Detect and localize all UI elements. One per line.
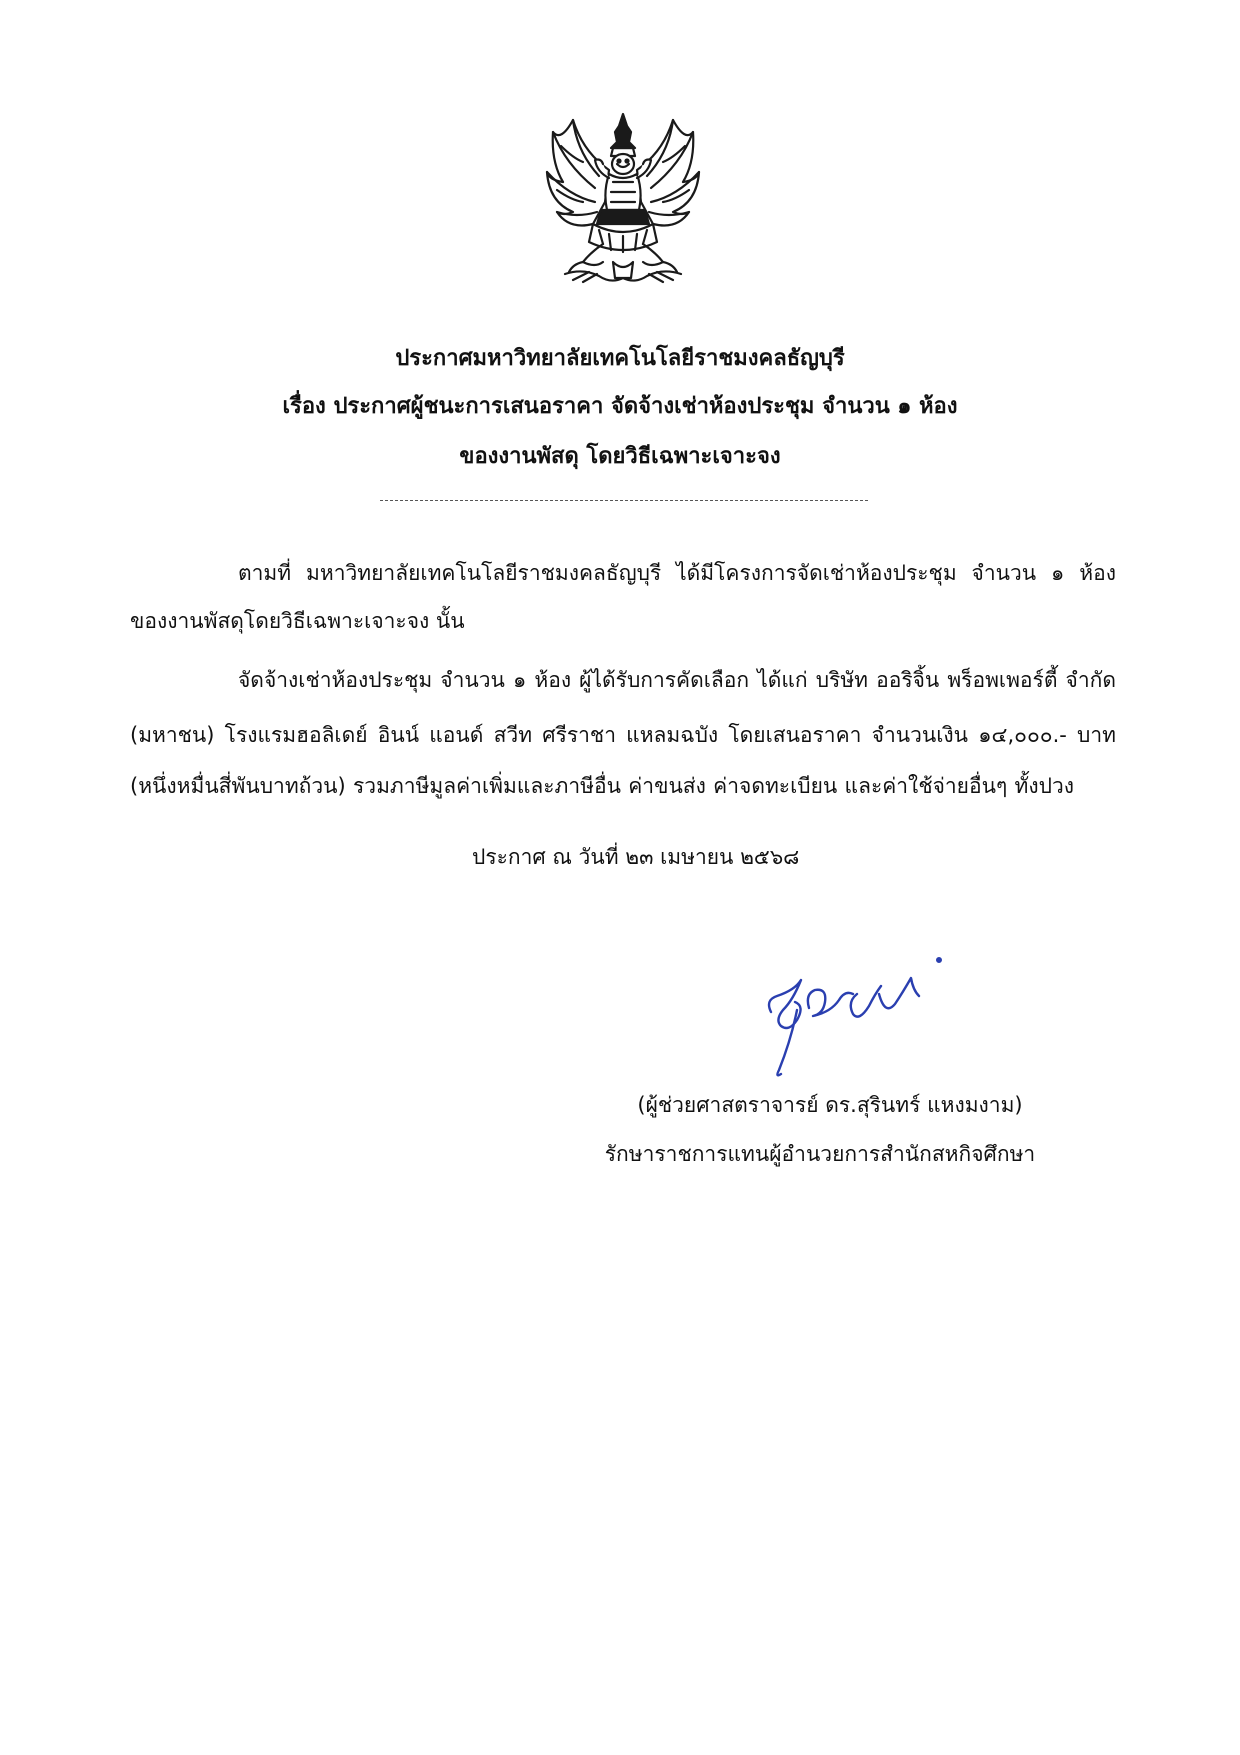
announcement-subject: เรื่อง ประกาศผู้ชนะการเสนอราคา จัดจ้างเช่าห้องประชุม จำนวน ๑ ห้อง [282, 394, 958, 419]
signatory-position: รักษาราชการแทนผู้อำนวยการสำนักสหกิจศึกษา [604, 1142, 1036, 1166]
announcement-date: ประกาศ ณ วันที่ ๒๓ เมษายน ๒๕๖๘ [472, 845, 800, 869]
paragraph-2-line-3: (หนึ่งหมื่นสี่พันบาทถ้วน) รวมภาษีมูลค่าเพิ่มและภาษีอื่น ค่าขนส่ง ค่าจดทะเบียน และค่าใช้จ่ายอื่นๆ ทั้งปวง [130, 774, 1074, 798]
signatory-name: (ผู้ช่วยศาสตราจารย์ ดร.สุรินทร์ แหงมงาม) [637, 1093, 1023, 1117]
paragraph-2-line-2: (มหาชน) โรงแรมฮอลิเดย์ อินน์ แอนด์ สวีท ศรีราชา แหลมฉบัง โดยเสนอราคา จำนวนเงิน ๑๔,๐๐๐.- บาท [130, 723, 1116, 747]
paragraph-1-line-2: ของงานพัสดุโดยวิธีเฉพาะเจาะจง นั้น [130, 609, 465, 633]
announcement-title: ประกาศมหาวิทยาลัยเทคโนโลยีราชมงคลธัญบุรี [395, 346, 845, 371]
announcement-subject-continued: ของงานพัสดุ โดยวิธีเฉพาะเจาะจง [459, 444, 781, 469]
paragraph-1-line-1: ตามที่ มหาวิทยาลัยเทคโนโลยีราชมงคลธัญบุรี ได้มีโครงการจัดเช่าห้องประชุม จำนวน ๑ ห้อง [238, 561, 1116, 585]
garuda-emblem-icon [543, 112, 703, 288]
header-separator [380, 500, 868, 501]
paragraph-2-line-1: จัดจ้างเช่าห้องประชุม จำนวน ๑ ห้อง ผู้ได้รับการคัดเลือก ได้แก่ บริษัท ออริจิ้น พร็อพเพอร์ตี้ จำกัด [238, 668, 1116, 692]
handwritten-signature [735, 950, 965, 1080]
